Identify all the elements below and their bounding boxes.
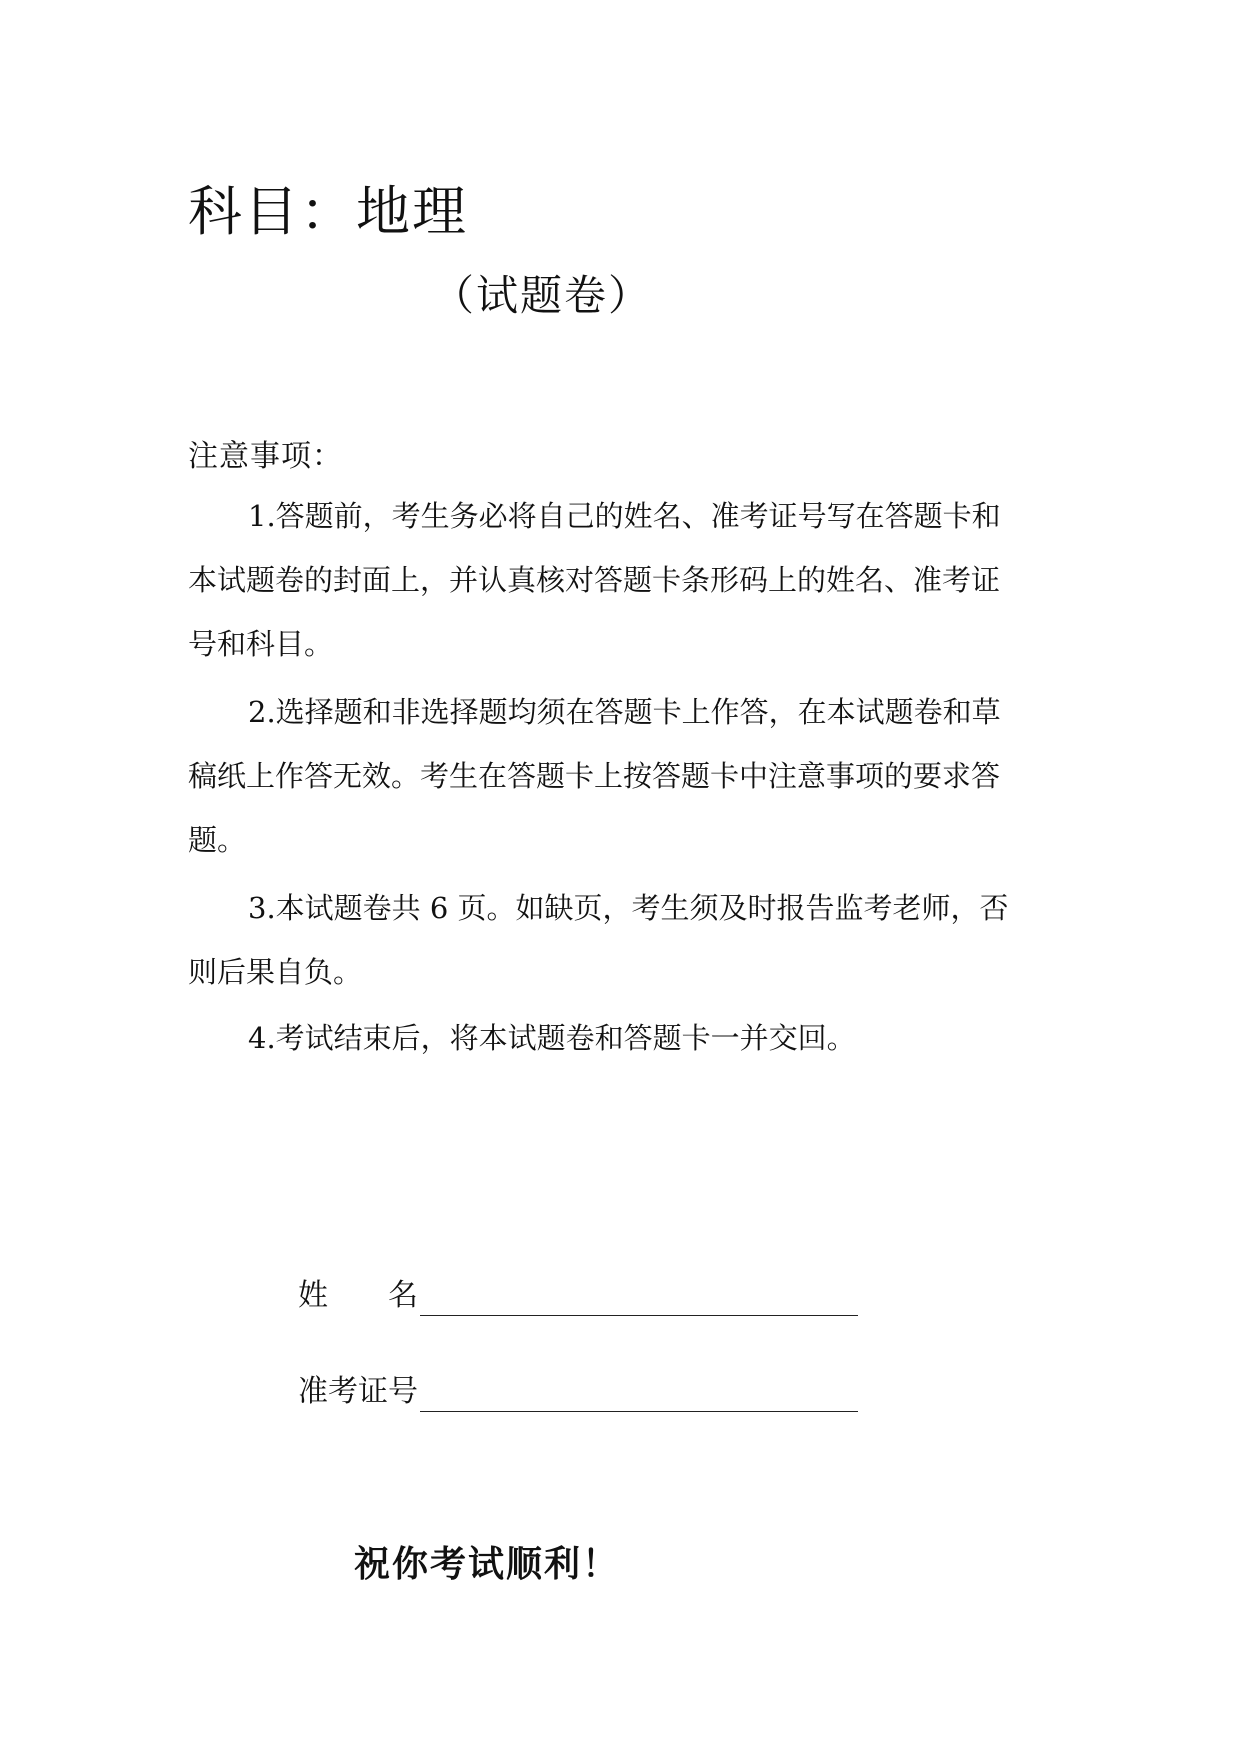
paper-type-label: （试题卷） <box>432 271 653 320</box>
subject-title: 科目：地理 <box>188 180 468 243</box>
note-line: 稿纸上作答无效。考生在答题卡上按答题卡中注意事项的要求答 <box>188 759 1001 793</box>
note-line: 1.答题前，考生务必将自己的姓名、准考证号写在答题卡和 <box>248 499 1001 533</box>
note-line: 题。 <box>188 823 247 857</box>
notes-heading: 注意事项： <box>188 439 343 474</box>
note-line: 4.考试结束后，将本试题卷和答题卡一并交回。 <box>248 1021 856 1055</box>
name-field-label: 姓 名 <box>298 1278 418 1313</box>
exam-id-field-label: 准考证号 <box>298 1374 418 1409</box>
note-line: 号和科目。 <box>188 627 334 661</box>
note-line: 则后果自负。 <box>188 955 363 989</box>
name-field <box>298 1276 858 1316</box>
exam-id-field <box>298 1372 858 1412</box>
name-blank-line[interactable] <box>420 1281 858 1316</box>
note-line: 本试题卷的封面上，并认真核对答题卡条形码上的姓名、准考证 <box>188 563 1001 597</box>
note-line: 2.选择题和非选择题均须在答题卡上作答，在本试题卷和草 <box>248 695 1001 729</box>
note-line: 3.本试题卷共 6 页。如缺页，考生须及时报告监考老师，否 <box>248 891 1009 925</box>
good-luck-message: 祝你考试顺利！ <box>354 1543 621 1585</box>
exam-id-blank-line[interactable] <box>420 1377 858 1412</box>
